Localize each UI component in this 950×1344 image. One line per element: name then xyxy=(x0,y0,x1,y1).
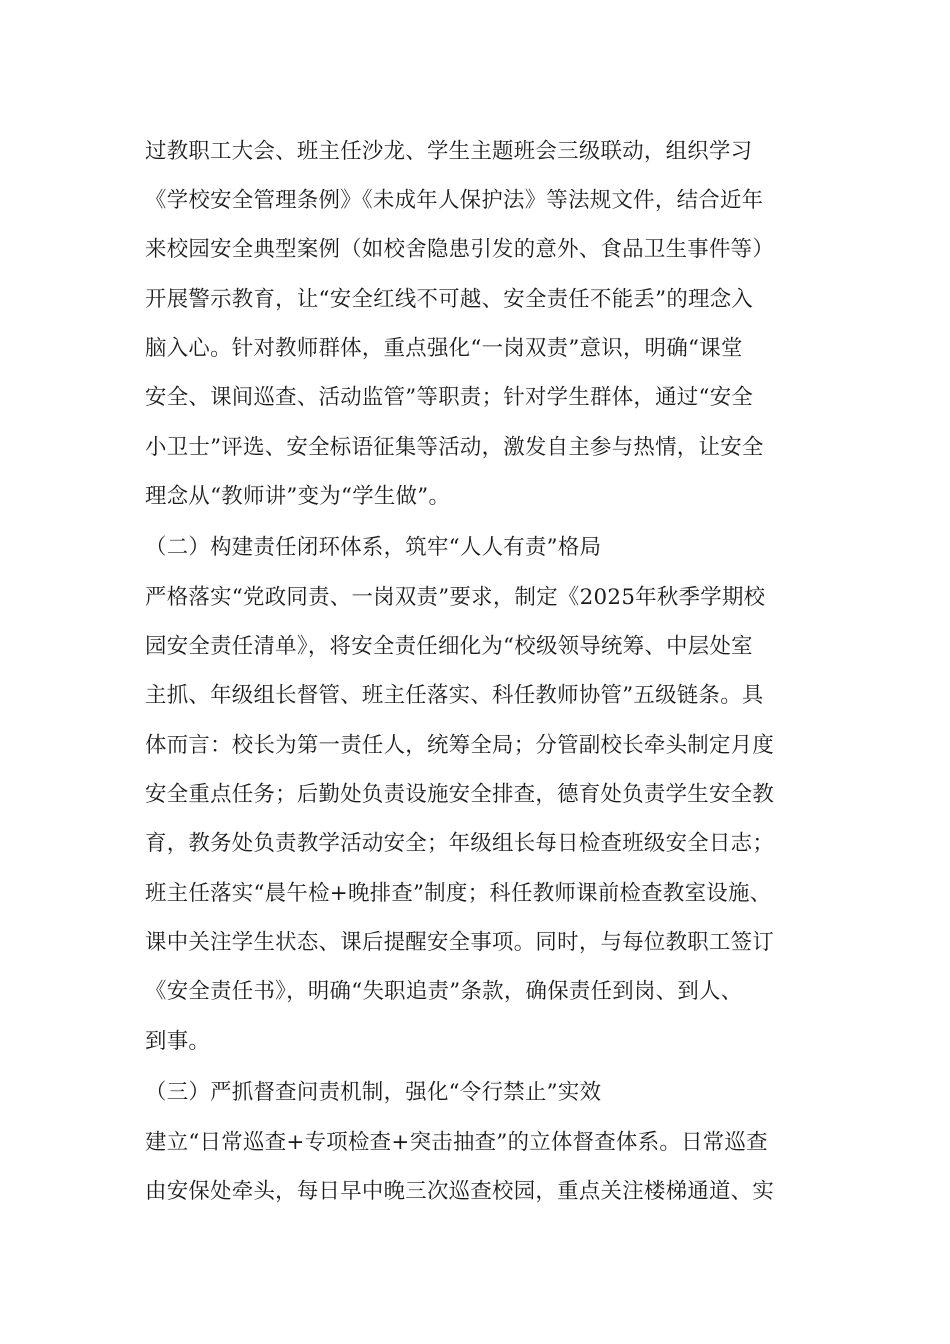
paragraph-line: 来校园安全典型案例（如校舍隐患引发的意外、食品卫生事件等） xyxy=(145,237,775,262)
paragraph-line: 小卫士”评选、安全标语征集等活动，激发自主参与热情，让安全 xyxy=(145,435,764,460)
paragraph-line: 园安全责任清单》，将安全责任细化为“校级领导统筹、中层处室 xyxy=(145,634,753,659)
paragraph-line: 建立“日常巡查+专项检查+突击抽查”的立体督查体系。日常巡查 xyxy=(145,1130,768,1155)
paragraph-line: 开展警示教育，让“安全红线不可越、安全责任不能丢”的理念入 xyxy=(145,287,754,312)
section-heading: （二）构建责任闭环体系，筑牢“人人有责”格局 xyxy=(145,535,602,560)
paragraph-line: 安全、课间巡查、活动监管”等职责；针对学生群体，通过“安全 xyxy=(145,385,754,410)
section-heading: （三）严抓督查问责机制，强化“令行禁止”实效 xyxy=(145,1080,602,1105)
paragraph-line: 《学校安全管理条例》《未成年人保护法》等法规文件，结合近年 xyxy=(145,188,764,213)
paragraph-line: 《安全责任书》，明确“失职追责”条款，确保责任到岗、到人、 xyxy=(145,979,743,1004)
paragraph-line: 理念从“教师讲”变为“学生做”。 xyxy=(145,484,451,509)
paragraph-line: 过教职工大会、班主任沙龙、学生主题班会三级联动，组织学习 xyxy=(145,139,753,164)
paragraph-line: 体而言：校长为第一责任人，统筹全局；分管副校长牵头制定月度 xyxy=(145,733,775,758)
paragraph-line: 主抓、年级组长督管、班主任落实、科任教师协管”五级链条。具 xyxy=(145,683,764,708)
paragraph-line: 班主任落实“晨午检+晚排查”制度；科任教师课前检查教室设施、 xyxy=(145,881,772,906)
paragraph-line: 严格落实“党政同责、一岗双责”要求，制定《2025年秋季学期校 xyxy=(145,585,766,610)
paragraph-line: 育，教务处负责教学活动安全；年级组长每日检查班级安全日志； xyxy=(145,831,775,856)
paragraph-line: 到事。 xyxy=(145,1029,211,1054)
paragraph-line: 安全重点任务；后勤处负责设施安全排查，德育处负责学生安全教 xyxy=(145,782,775,807)
paragraph-line: 脑入心。针对教师群体，重点强化“一岗双责”意识，明确“课堂 xyxy=(145,336,743,361)
paragraph-line: 课中关注学生状态、课后提醒安全事项。同时，与每位教职工签订 xyxy=(145,930,775,955)
paragraph-line: 由安保处牵头，每日早中晚三次巡查校园，重点关注楼梯通道、实 xyxy=(145,1179,775,1204)
